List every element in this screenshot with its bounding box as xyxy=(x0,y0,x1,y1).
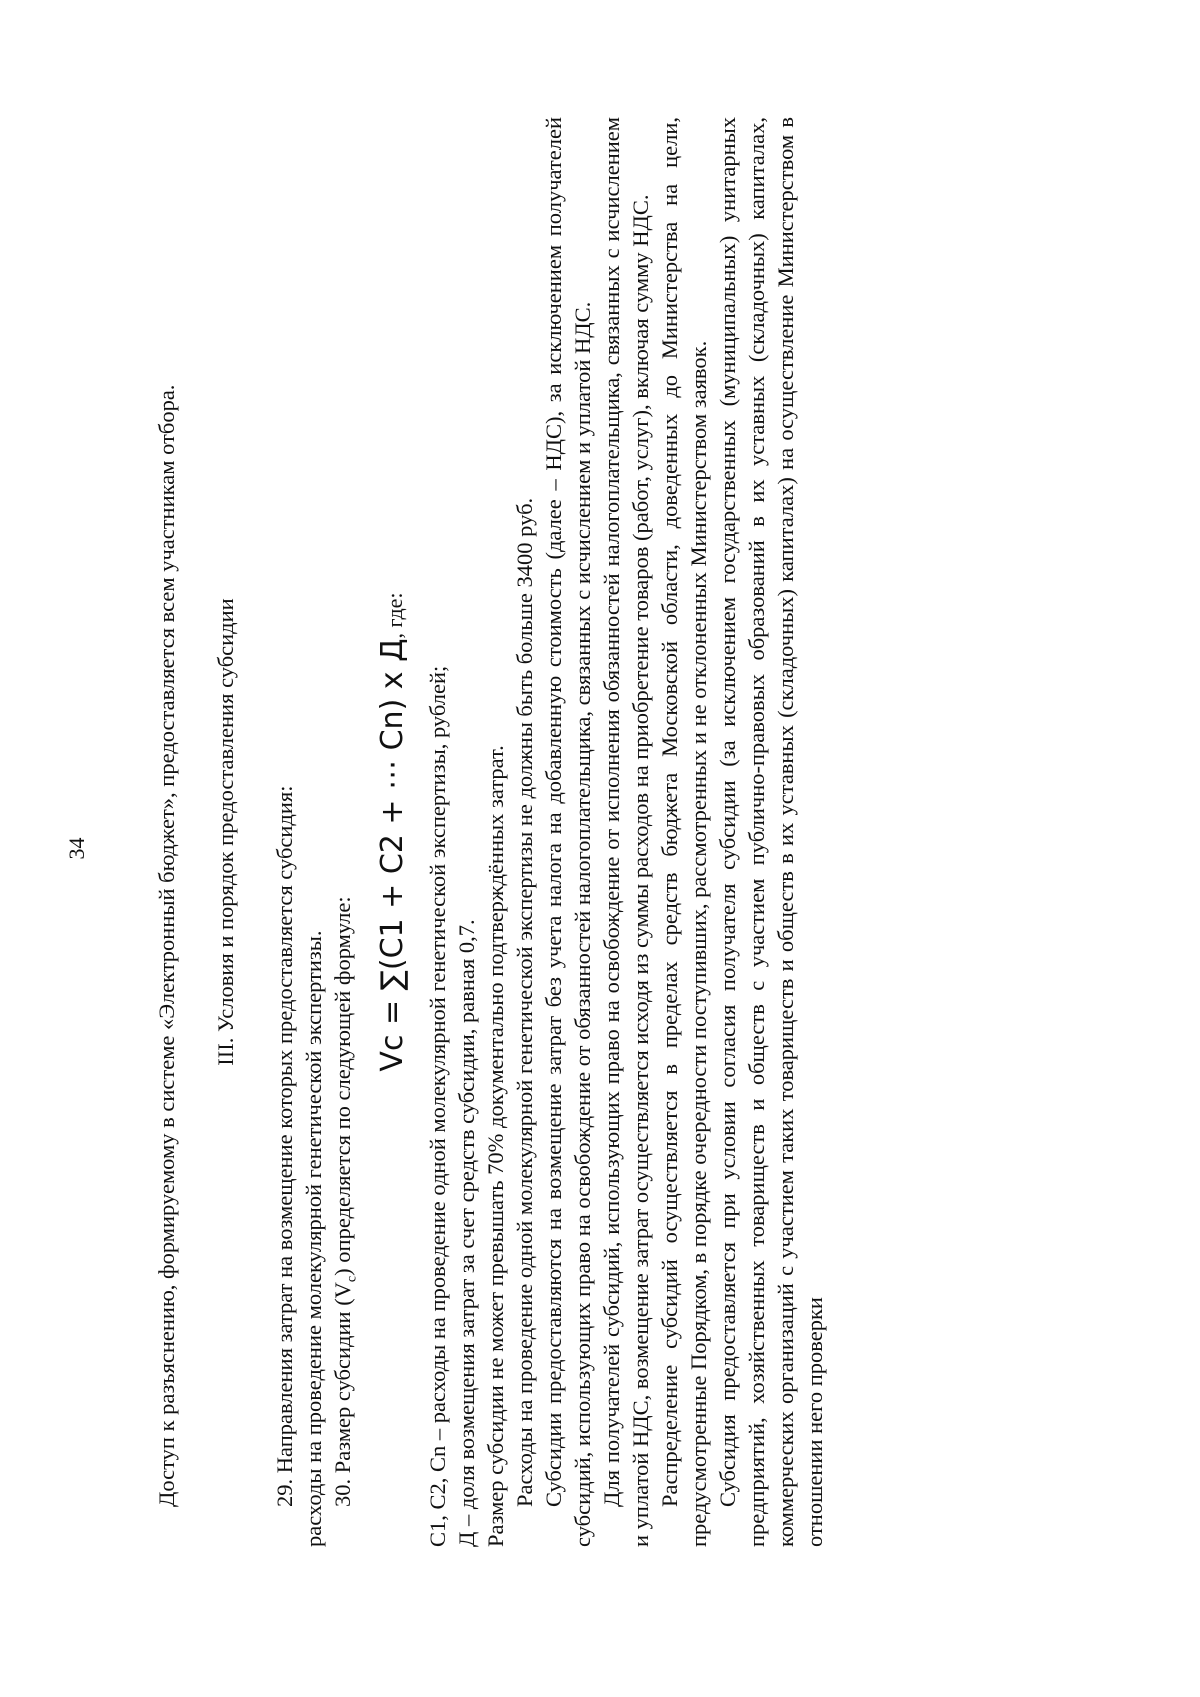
item-29-text: расходы на проведение молекулярной генетической экспертизы. xyxy=(301,930,326,1547)
distribution-paragraph: Распределение субсидий осуществляется в пределах средств бюджета Московской области, доведенных до Министерства на цели, предусмотренные Порядком, в порядке очередности поступивших, рассмотренных и не отклоненных Министерством заявок. xyxy=(656,117,711,1547)
formula-expression: Vc = ∑(C1 + C2 + ⋯ Cn) x Д xyxy=(374,638,410,1072)
expertise-cost-limit: Расходы на проведение одной молекулярной генетической экспертизы не должны быть больше 3400 руб. xyxy=(511,497,537,1507)
item-29-heading: 29. Направления затрат на возмещение которых предоставляется субсидия: xyxy=(272,785,297,1507)
item-30: 30. Размер субсидии $(V_с)$ определяется по следующей формуле: xyxy=(330,896,360,1507)
vat-paragraph-2: Для получателей субсидий, использующих право на освобождение от исполнения обязанностей налогоплательщика, связанных с исчислением и уплатой НДС, возмещение затрат осуществляется исходя из суммы расходов на приобретение товаров (работ, услуг), включая сумму НДС. xyxy=(598,117,653,1547)
vat-paragraph-1: Субсидии предоставляются на возмещение затрат без учета налога на добавленную стоимость (далее – НДС), за исключением получателей субсидий, использующих право на освобождение от обязанностей налогоплательщика, связанных с исчислением и уплатой НДС. xyxy=(540,117,595,1547)
definition-c: С1, С2, Сn – расходы на проведение одной молекулярной генетической экспертизы, рублей; xyxy=(424,665,450,1547)
page-number: 34 xyxy=(64,837,89,860)
consent-paragraph: Субсидия предоставляется при условии согласия получателя субсидии (за исключением государственных (муниципальных) унитарных предприятий, хозяйственных товариществ и обществ с участием публично-правовых образований в их уставных (складочных) капиталах, коммерческих организаций с участием таких товариществ и обществ в их уставных (складочных) капиталах) на осуществление Министерством в отношении него проверки xyxy=(714,117,827,1547)
subsidy-size-limit: Размер субсидии не может превышать 70% документально подтверждённых затрат. xyxy=(482,745,508,1547)
access-paragraph: Доступ к разъяснению, формируемому в системе «Электронный бюджет», предоставляется всем участникам отбора. xyxy=(154,384,179,1507)
formula-suffix: , где: xyxy=(381,592,407,639)
section-title: III. Условия и порядок предоставления субсидии xyxy=(213,598,238,1066)
definition-d: Д – доля возмещения затрат за счет средств субсидии, равная 0,7. xyxy=(453,919,479,1547)
subsidy-formula xyxy=(373,117,415,1547)
access-paragraph-block xyxy=(152,117,829,1547)
